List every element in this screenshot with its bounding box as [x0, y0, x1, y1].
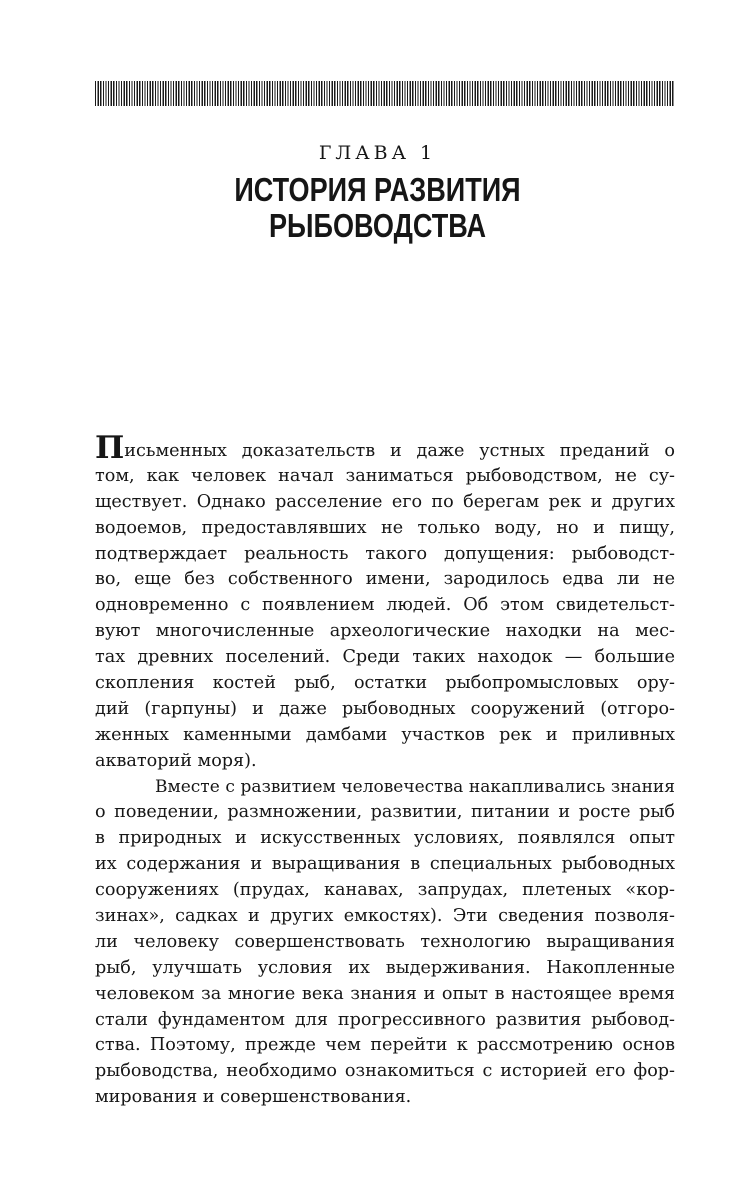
chapter-title-line-2: РЫБОВОДСТВА — [268, 207, 487, 244]
text-line: во, еще без собственного имени, зародилось едва ли не — [95, 569, 675, 590]
text-line: ществует. Однако расселение его по берегам рек и других — [95, 491, 675, 512]
text-line: ства. Поэтому, прежде чем перейти к рассмотрению основ — [95, 1035, 675, 1056]
chapter-label: ГЛАВА 1 — [318, 142, 437, 164]
text-line: зинах», садках и других емкостях). Эти сведения позволя- — [95, 906, 675, 927]
text-line: стали фундаментом для прогрессивного развития рыбовод- — [95, 1009, 675, 1030]
text-line: Вместе с развитием человечества накапливались знания — [155, 776, 675, 797]
text-line: человеком за многие века знания и опыт в настоящее время — [95, 983, 675, 1004]
chapter-title-line-1: ИСТОРИЯ РАЗВИТИЯ — [234, 171, 521, 208]
text-line: том, как человек начал заниматься рыбоводством, не су- — [95, 465, 675, 486]
text-line: женных каменными дамбами участков рек и приливных — [95, 724, 675, 745]
text-line: их содержания и выращивания в специальных рыбоводных — [95, 854, 675, 875]
text-line: ли человеку совершенствовать технологию выращивания — [95, 931, 675, 952]
text-line: водоемов, предоставлявших не только воду, но и пищу, — [95, 517, 675, 538]
drop-cap: П — [95, 430, 125, 466]
chapter-title — [68, 172, 687, 244]
text-line: вуют многочисленные археологические находки на мес- — [95, 621, 675, 642]
chapter-body — [95, 430, 675, 1111]
text-line: тах древних поселений. Среди таких находок — большие — [95, 647, 675, 668]
text-line: Письменных доказательств и даже устных преданий о — [95, 430, 675, 466]
decorative-header-rule — [95, 81, 675, 106]
text-line: мирования и совершенствования. — [95, 1087, 412, 1108]
text-line: сооружениях (прудах, канавах, запрудах, плетеных «кор- — [95, 880, 675, 901]
text-line: о поведении, размножении, развитии, питании и росте рыб — [95, 802, 675, 823]
text-line: акваторий моря). — [95, 750, 257, 771]
text-line: рыбоводства, необходимо ознакомиться с историей его фор- — [95, 1061, 675, 1082]
text-line: подтверждает реальность такого допущения: рыбоводст- — [95, 543, 675, 564]
text-line: одновременно с появлением людей. Об этом свидетельст- — [95, 595, 675, 616]
text-line: скопления костей рыб, остатки рыбопромысловых ору- — [95, 673, 675, 694]
text-line: в природных и искусственных условиях, появлялся опыт — [95, 828, 675, 849]
text-line: дий (гарпуны) и даже рыбоводных сооружений (отгоро- — [95, 698, 675, 719]
text-line: рыб, улучшать условия их выдерживания. Накопленные — [95, 957, 675, 978]
